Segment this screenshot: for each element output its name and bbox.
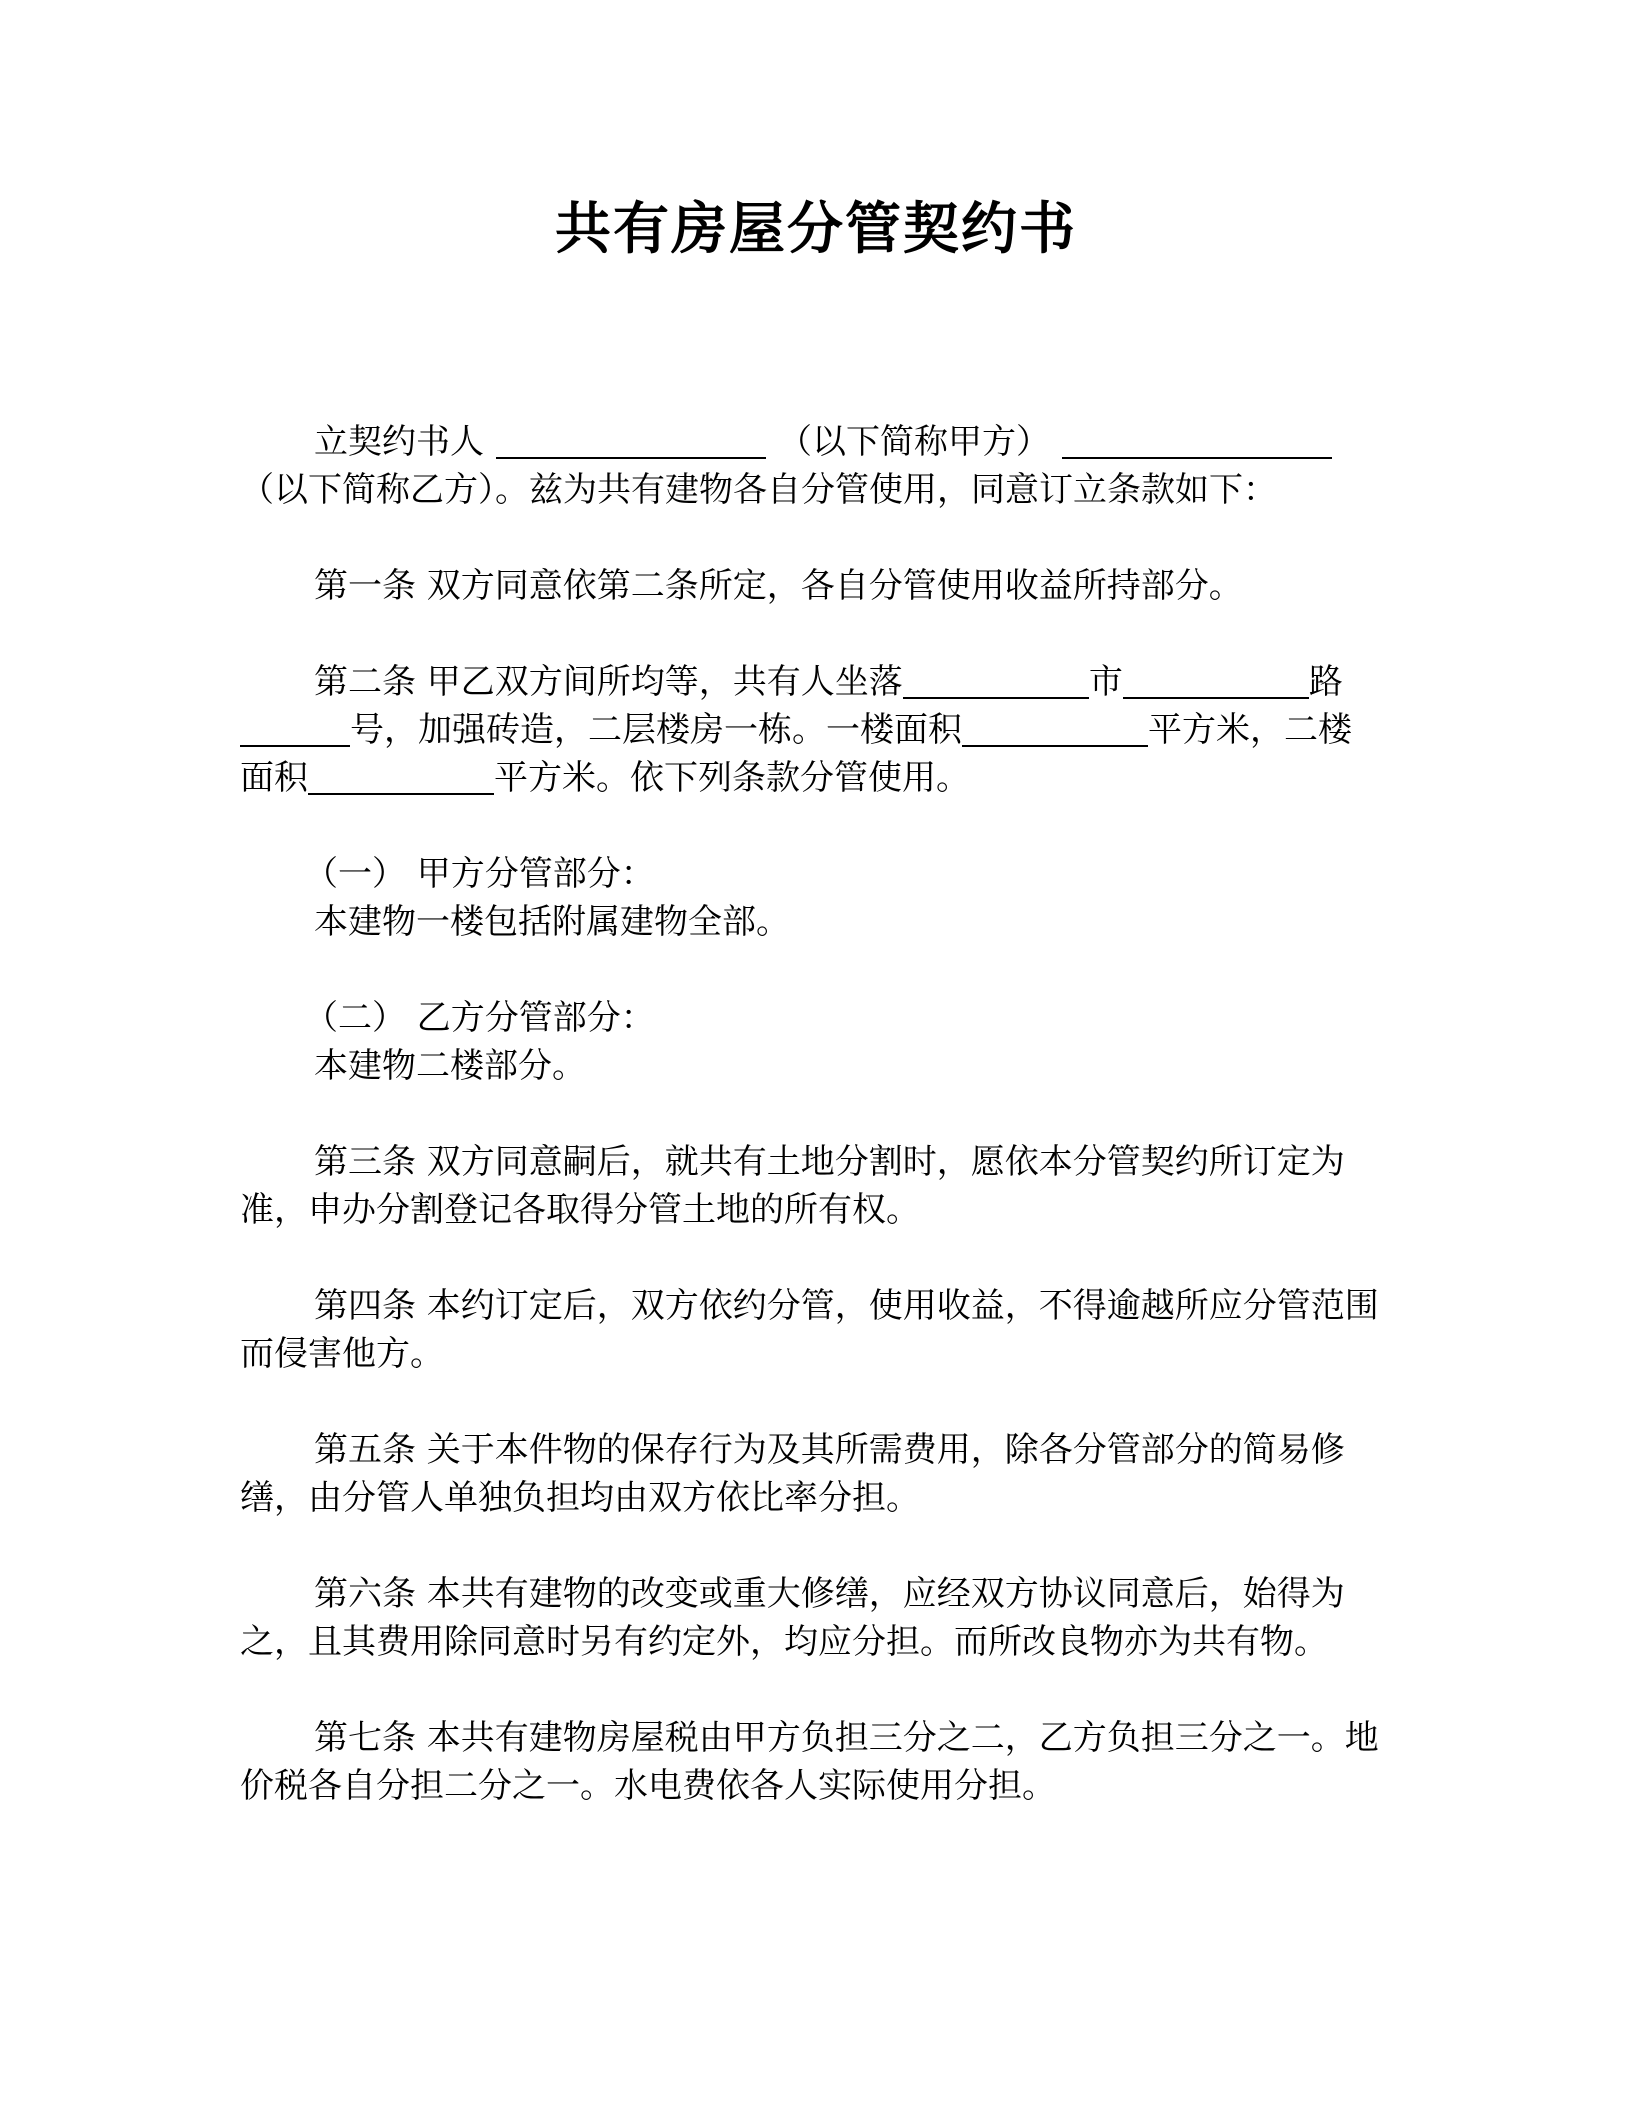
party-a-blank (496, 421, 766, 459)
preamble-text-1: 立契约书人 (314, 422, 484, 462)
document-title: 共有房屋分管契约书 (555, 197, 1077, 262)
preamble-text-3: （以下简称乙方）。兹为共有建物各自分管使用，同意订立条款如下： (240, 470, 1277, 510)
article-2-text-4: 号，加强砖造，二层楼房一栋。一楼面积 (350, 710, 962, 750)
party-b-blank (1062, 421, 1332, 459)
article-2 (240, 658, 1380, 802)
house-number-blank (240, 709, 350, 747)
article-4: 第四条 本约订定后，双方依约分管，使用收益，不得逾越所应分管范围而侵害他方。 (240, 1286, 1379, 1374)
preamble-paragraph (240, 418, 1380, 514)
section-2-heading: （二） 乙方分管部分： (304, 998, 655, 1038)
article-1: 第一条 双方同意依第二条所定，各自分管使用收益所持部分。 (314, 566, 1243, 606)
article-2-text-6: 平方米。依下列条款分管使用。 (494, 758, 970, 798)
second-floor-area-blank (308, 757, 494, 795)
article-6: 第六条 本共有建物的改变或重大修缮，应经双方协议同意后，始得为之，且其费用除同意时另有约定外，均应分担。而所改良物亦为共有物。 (240, 1574, 1345, 1662)
first-floor-area-blank (962, 709, 1148, 747)
document-body (240, 418, 1380, 1858)
article-7: 第七条 本共有建物房屋税由甲方负担三分之二，乙方负担三分之一。地价税各自分担二分之一。水电费依各人实际使用分担。 (240, 1718, 1379, 1806)
section-2-content: 本建物二楼部分。 (314, 1046, 586, 1086)
preamble-text-2: （以下简称甲方） (778, 422, 1050, 462)
road-blank (1123, 661, 1309, 699)
section-1-content: 本建物一楼包括附属建物全部。 (314, 902, 790, 942)
article-3: 第三条 双方同意嗣后，就共有土地分割时，愿依本分管契约所订定为准，申办分割登记各取得分管土地的所有权。 (240, 1142, 1345, 1230)
article-2-text-1: 第二条 甲乙双方间所均等，共有人坐落 (314, 662, 903, 702)
article-2-text-3: 路 (1308, 662, 1343, 702)
article-2-text-5: 平方米，二楼面积 (240, 710, 1352, 798)
city-blank (903, 661, 1089, 699)
article-5: 第五条 关于本件物的保存行为及其所需费用，除各分管部分的简易修缮，由分管人单独负担均由双方依比率分担。 (240, 1430, 1345, 1518)
article-2-text-2: 市 (1088, 662, 1123, 702)
section-1-heading: （一） 甲方分管部分： (304, 854, 655, 894)
